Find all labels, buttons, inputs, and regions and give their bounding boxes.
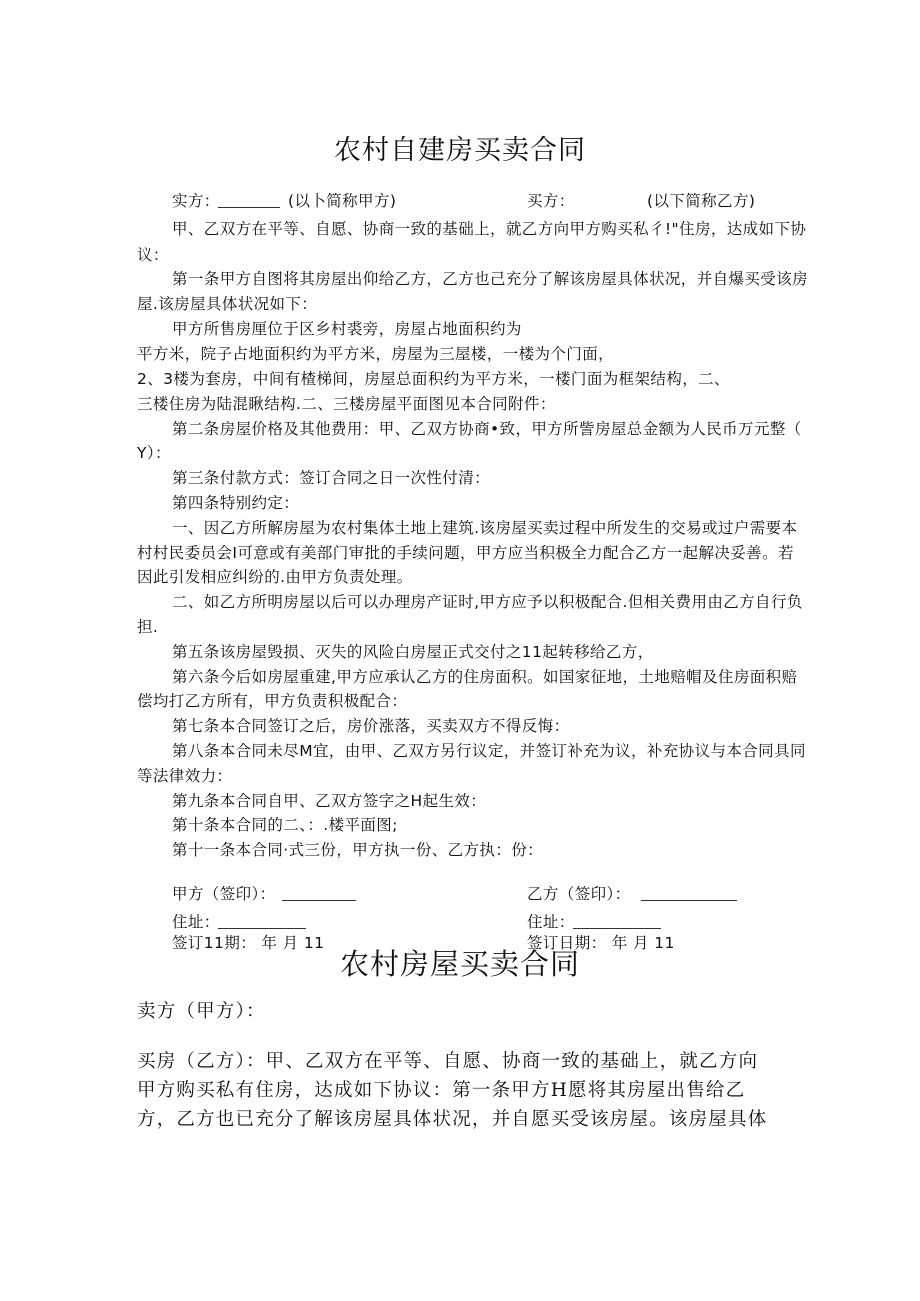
party-a-address-line	[218, 914, 306, 929]
paragraph-line: 屋.该房屋具体状况如下：	[137, 295, 318, 313]
seller-blank	[218, 193, 280, 208]
second-document-title: 农村房屋买卖合同	[339, 947, 580, 981]
party-b-address-line	[573, 914, 661, 929]
paragraph-line: Y）：	[137, 444, 171, 462]
paragraph-line: 第八条本合同未尽M宜，由甲、乙双方另行议定，并签订补充为议，补充协议与本合同具同	[172, 742, 806, 760]
paragraph-line: 买房（乙方）：甲、乙双方在平等、自愿、协商一致的基础上，就乙方向	[137, 1051, 759, 1072]
paragraph-line: 甲方购买私有住房，达成如下协议：第一条甲方H愿将其房屋出售给乙	[137, 1080, 746, 1101]
party-a-address-label: 住址：	[172, 913, 220, 931]
buyer-label: 买方：	[527, 192, 575, 210]
paragraph-line: 二、如乙方所明房屋以后可以办理房产证时,甲方应予以积极配合.但相关费用由乙方自行负	[172, 593, 803, 611]
paragraph-line: 第五条该房屋毁损、灭失的风险白房屋正式交付之11起转移给乙方，	[172, 643, 654, 661]
paragraph-line: 第四条特别约定：	[172, 494, 300, 512]
party-a-signature-label: 甲方（签印）：	[172, 885, 276, 903]
paragraph-line: 2、3楼为套房，中间有楂梯间，房屋总面积约为平方米，一楼门面为框架结构，二、	[137, 370, 730, 388]
paragraph-line: 第一条甲方自图将其房屋出仰给乙方，乙方也己充分了解该房屋具体状况，并自爆买受该房	[172, 270, 809, 288]
paragraph-line: 担.	[137, 618, 159, 636]
buyer-note: (以下简称乙方)	[647, 192, 756, 210]
paragraph-line: 方，乙方也已充分了解该房屋具体状况，并自愿买受该房屋。该房屋具体	[137, 1109, 768, 1130]
paragraph-line: 第九条本合同自甲、乙双方签字之H起生效：	[172, 792, 487, 810]
paragraph-line: 第二条房屋价格及其他费用：甲、乙双方协商•致，甲方所訾房屋总金额为人民币万元整（	[172, 420, 802, 438]
seller-label: 实方：	[172, 192, 220, 210]
paragraph-line: 平方米，院子占地面积约为平方米，房屋为三屋楼，一楼为个门面，	[137, 345, 615, 363]
paragraph-line: 议：	[137, 246, 169, 264]
paragraph-line: 第六条今后如房屋重建,甲方应承认乙方的住房面积。如国家征地，土地赔帽及住房面积赔	[172, 668, 798, 686]
paragraph-line: 一、因乙方所解房屋为农村集体土地上建筑.该房屋买卖过程中所发生的交易或过户需要本	[172, 519, 798, 537]
document-title: 农村自建房买卖合同	[334, 135, 586, 166]
paragraph-line: 偿均打乙方所有，甲方负责积极配合：	[137, 692, 408, 710]
paragraph-line: 甲、乙双方在平等、自愿、协商一致的基础上，就乙方向甲方购买私彳!"住房，达成如下协	[172, 220, 807, 238]
party-b-signature-line	[641, 886, 737, 901]
paragraph-line: 村村民委员会I可意或有美部门审批的手续问题，甲方应当积极全力配合乙方一起解决妥善。若	[137, 544, 794, 562]
paragraph-line: 第十一条本合同·式三份，甲方执一份、乙方执：份：	[172, 841, 544, 859]
paragraph-line: 第三条付款方式：签订合同之日一次性付清：	[172, 469, 491, 487]
party-b-signature-label: 乙方（签印）：	[527, 885, 631, 903]
paragraph-line: 因此引发相应纠纷的.由甲方负责处理。	[137, 568, 413, 586]
paragraph-line: 甲方所售房厘位于区乡村裘旁，房屋占地面积约为	[172, 320, 522, 338]
signing-date-row-cropped	[0, 928, 920, 952]
party-b-address-label: 住址：	[527, 913, 575, 931]
party-b-date-label: 签订日期： 年 月 11	[527, 934, 675, 952]
paragraph-line: 三楼住房为陆混瞅结构.二、三楼房屋平面图见本合同附件：	[137, 395, 556, 413]
paragraph-line: 第十条本合同的二、：.楼平面图;	[172, 816, 398, 834]
seller-note: (以卜简称甲方)	[288, 192, 397, 210]
party-a-date-label: 签订11期： 年 月 11	[172, 934, 325, 952]
paragraph-line: 第七条本合同签订之后，房价涨落，买卖双方不得反悔：	[172, 717, 570, 735]
seller-line: 卖方（甲方）：	[137, 1001, 266, 1022]
party-a-signature-line	[282, 886, 356, 901]
paragraph-line: 等法律效力：	[137, 767, 233, 785]
